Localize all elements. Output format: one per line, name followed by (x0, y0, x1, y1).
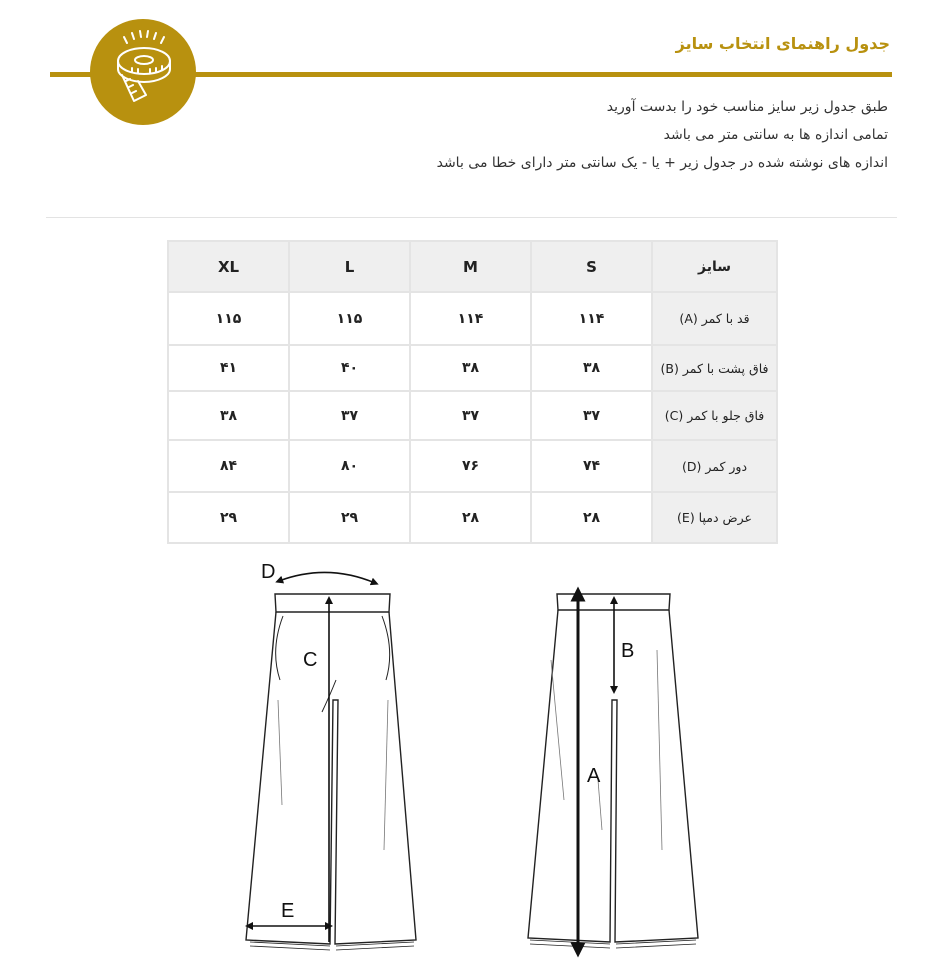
cell-value: ۱۱۴ (531, 292, 652, 345)
intro-line: اندازه های نوشته شده در جدول زیر + یا - یک سانتی متر دارای خطا می باشد (436, 155, 888, 171)
front-pants-drawing (246, 594, 416, 950)
measuring-tape-icon (90, 19, 196, 125)
cell-value: ۷۴ (531, 440, 652, 492)
row-label: قد با کمر (A) (652, 292, 777, 345)
cell-value: ۳۸ (531, 345, 652, 391)
logo (90, 19, 196, 125)
cell-value: ۲۹ (289, 492, 410, 543)
pants-measurement-diagram (0, 548, 942, 968)
cell-value: ۳۷ (410, 391, 531, 440)
size-header-s: S (531, 241, 652, 292)
cell-value: ۲۸ (410, 492, 531, 543)
row-label: فاق پشت با کمر (B) (652, 345, 777, 391)
label-c: C (303, 649, 318, 671)
size-header-l: L (289, 241, 410, 292)
cell-value: ۸۰ (289, 440, 410, 492)
cell-value: ۳۷ (289, 391, 410, 440)
row-label: عرض دمپا (E) (652, 492, 777, 543)
intro-line: طبق جدول زیر سایز مناسب خود را بدست آورید (606, 99, 888, 115)
page-title: جدول راهنمای انتخاب سایز (675, 34, 890, 53)
cell-value: ۳۸ (168, 391, 289, 440)
intro-text (437, 93, 888, 177)
cell-value: ۳۸ (410, 345, 531, 391)
section-divider (46, 217, 897, 218)
cell-value: ۱۱۵ (289, 292, 410, 345)
size-header-xl: XL (168, 241, 289, 292)
table-row (168, 492, 777, 543)
cell-value: ۳۷ (531, 391, 652, 440)
table-row (168, 391, 777, 440)
row-label: دور کمر (D) (652, 440, 777, 492)
table-row (168, 292, 777, 345)
table-header-row (168, 241, 777, 292)
size-header-label: سایز (652, 241, 777, 292)
size-table (167, 240, 778, 544)
table-row (168, 440, 777, 492)
cell-value: ۸۴ (168, 440, 289, 492)
cell-value: ۲۹ (168, 492, 289, 543)
label-b: B (621, 640, 635, 662)
size-header-m: M (410, 241, 531, 292)
label-d: D (261, 561, 276, 583)
label-a: A (587, 765, 601, 787)
cell-value: ۷۶ (410, 440, 531, 492)
table-row (168, 345, 777, 391)
cell-value: ۱۱۵ (168, 292, 289, 345)
label-e: E (281, 900, 295, 922)
waist-arrow (279, 572, 375, 583)
cell-value: ۱۱۴ (410, 292, 531, 345)
cell-value: ۲۸ (531, 492, 652, 543)
intro-line: تمامی اندازه ها به سانتی متر می باشد (663, 127, 888, 143)
row-label: فاق جلو با کمر (C) (652, 391, 777, 440)
cell-value: ۴۱ (168, 345, 289, 391)
cell-value: ۴۰ (289, 345, 410, 391)
back-pants-drawing (528, 594, 698, 948)
